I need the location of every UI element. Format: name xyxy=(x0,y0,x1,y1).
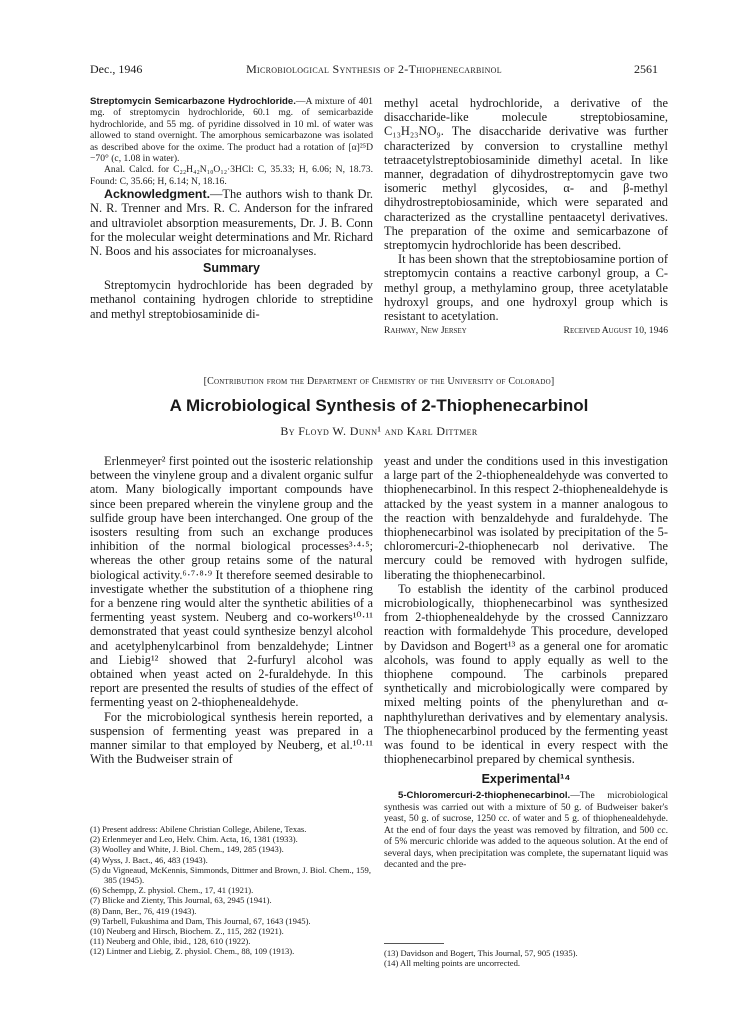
acknowledgment-heading: Acknowledgment. xyxy=(104,187,211,202)
footnote: (4) Wyss, J. Bact., 46, 483 (1943). xyxy=(90,854,208,865)
footnote: (5) du Vigneaud, McKennis, Simmonds, Dittmer and Brown, J. Biol. Chem., 159, 385 (1945). xyxy=(90,864,371,886)
intro-paragraph: Erlenmeyer² first pointed out the isosteric relationship between the vinylene group and a divalent organic sulfur atom. Many biologically important compounds have since been prepared wherein the vinylene group and the sulfide group have been interchanged. One group of the isosters resulting from such an exchange produces inhibition of the normal biological processes³·⁴·⁵; whereas the other group retains some of the natural biological activity.⁶·⁷·⁸·⁹ It therefore seemed desirable to investigate whether the substitution of a thiophene ring for a benzene ring would alter the synthetic abilities of a fermenting yeast system. Neuberg and co-workers¹⁰·¹¹ demonstrated that yeast could synthesize benzyl alcohol and acetylphenylcarbinol from benzaldehyde; Lintner and Liebig¹² showed that 2-furfuryl alcohol was obtained when yeast acted on 2-furaldehyde. In this report are presented the results of studies of the effect of fermenting yeast on 2-thiophenealdehyde. xyxy=(90,454,373,710)
experimental-paragraph xyxy=(384,790,668,870)
footnote-rule xyxy=(384,943,444,944)
experimental-subheading: 5-Chloromercuri-2-thiophenecarbinol. xyxy=(398,790,571,802)
page-number: 2561 xyxy=(634,62,658,76)
footnotes-right xyxy=(384,940,668,968)
method-paragraph: For the microbiological synthesis herein reported, a suspension of fermenting yeast was prepared in a manner similar to that employed by Neuberg, et al.¹⁰·¹¹ With the Budweiser strain of xyxy=(90,709,373,767)
semicarbazone-text: —A mixture of 401 mg. of streptomycin hydrochloride, 60.1 mg. of semicarbazide hydrochloride, and 55 mg. of pyridine dissolved in 10 ml. of water was allowed to stand overnight. The amorphous semicarbazone was isolated as described above for the oxime. The product had a rotation of [α]²⁵D −70° (c, 1.08 in water). xyxy=(90,96,373,165)
identity-paragraph: To establish the identity of the carbinol produced microbiologically, thiophenecarbinol was synthesized from 2-thiophenealdehyde by the crossed Cannizzaro reaction with formaldehyde This procedure, developed by Davidson and Bogert¹³ as a general one for aromatic alcohols, was found to apply equally as well to the thiophene compound. The carbinols prepared synthetically and microbiologically were compared by mixed melting points of the phenylurethan and α-naphthylurethan derivatives and by elementary analysis. The thiophenecarbinol produced by the fermenting yeast was found to be identical in every respect with the thiophenecarbinol prepared by chemical synthesis. xyxy=(384,581,668,767)
running-head-date: Dec., 1946 xyxy=(90,62,143,76)
authors-line: By Floyd W. Dunn¹ and Karl Dittmer xyxy=(280,424,478,438)
footnote: (7) Blicke and Zienty, This Journal, 63, 2945 (1941). xyxy=(90,895,272,906)
footnote: (11) Neuberg and Ohle, ibid., 128, 610 (1922). xyxy=(90,936,251,947)
running-head-title: Microbiological Synthesis of 2-Thiophenecarbinol xyxy=(246,62,502,76)
received-date: Received August 10, 1946 xyxy=(563,325,668,337)
footnote: (10) Neuberg and Hirsch, Biochem. Z., 115, 282 (1921). xyxy=(90,926,284,937)
acknowledgment-paragraph xyxy=(90,187,373,258)
footnote: (14) All melting points are uncorrected. xyxy=(384,958,521,969)
experimental-text: —The microbiological synthesis was carried out with a mixture of 50 g. of Budweiser baker's yeast, 50 g. of sucrose, 1250 cc. of water and 5 g. of thiophenealdehyde. At the end of four days the yeast was removed by filtration, and 500 cc. of 5% mercuric chloride was added to the aqueous solution. At the end of several days, when precipitation was complete, the supernatant liquid was decanted and the pre- xyxy=(384,790,668,870)
acknowledgment-text: —The authors wish to thank Dr. N. R. Trenner and Mrs. R. C. Anderson for the infrared and ultraviolet absorption measurements, Dr. J. B. Conn for the molecular weight determinations and Mr. Richard N. Boos and his associates for microanalyses. xyxy=(90,187,373,259)
top-right-column xyxy=(384,96,668,336)
article-title: A Microbiological Synthesis of 2-Thiophenecarbinol xyxy=(169,396,589,415)
summary-continued: methyl acetal hydrochloride, a derivative of the disaccharide-like molecule streptobiosamine, C₁₃H₂₃NO₉. The disaccharide derivative was further characterized by conversion to crystalline methyl tetraacetylstreptobiosaminide dimethyl acetal. In like manner, degradation of dihydrostreptomycin gave two isomeric methyl glycosides, α- and β-methyl dihydrostreptobiosaminide, which were separated and characterized as the crystalline pentaacetyl derivatives. The preparation of the oxime and semicarbazone of streptomycin hydrochloride has been described. xyxy=(384,96,668,253)
experimental-heading: Experimental¹⁴ xyxy=(481,772,571,787)
footnotes-left xyxy=(90,824,373,957)
footnote: (13) Davidson and Bogert, This Journal, 57, 905 (1935). xyxy=(384,948,578,958)
footnote: (3) Woolley and White, J. Biol. Chem., 149, 285 (1943). xyxy=(90,844,284,855)
contribution-line: [Contribution from the Department of Chemistry of the University of Colorado] xyxy=(203,376,555,387)
top-left-column xyxy=(90,96,373,321)
footnote: (2) Erlenmeyer and Leo, Helv. Chim. Acta, 16, 1381 (1933). xyxy=(90,834,298,845)
lower-right-column xyxy=(384,454,668,870)
results-paragraph: yeast and under the conditions used in this investigation a large part of the 2-thiophenealdehyde was converted to thiophenecarbinol. In this respect 2-thiophenealdehyde is attacked by the yeast system in a manner analogous to the reaction with benzaldehyde and furaldehyde. The thiophenecarbinol was isolated by precipitation of the 5-chloromercuri-2-thiophenecarb nol derivative. The mercury could be removed with hydrogen sulfide, liberating the thiophenecarbinol. xyxy=(384,454,668,582)
footnote: (6) Schempp, Z. physiol. Chem., 17, 41 (1921). xyxy=(90,885,254,896)
location: Rahway, New Jersey xyxy=(384,325,467,337)
summary-text: Streptomycin hydrochloride has been degraded by methanol containing hydrogen chloride to streptidine and methyl streptobiosaminide di- xyxy=(90,278,373,321)
summary-heading: Summary xyxy=(203,261,260,276)
footnote: (8) Dann, Ber., 76, 419 (1943). xyxy=(90,905,197,916)
signoff-line xyxy=(384,325,668,336)
summary-paragraph-2: It has been shown that the streptobiosamine portion of streptomycin contains a reactive carbonyl group, a C-methyl group, a methylamino group, three acetylatable hydroxyl groups, and one hydroxyl group which is resistant to acetylation. xyxy=(384,252,668,324)
footnote: (9) Tarbell, Fukushima and Dam, This Journal, 67, 1643 (1945). xyxy=(90,915,311,926)
semicarbazone-paragraph xyxy=(90,96,373,164)
footnote: (12) Lintner and Liebig, Z. physiol. Chem., 88, 109 (1913). xyxy=(90,946,295,957)
running-head xyxy=(90,62,658,78)
footnote: (1) Present address: Abilene Christian College, Abilene, Texas. xyxy=(90,824,307,834)
analysis-paragraph: Anal. Calcd. for C₂₂H₄₂N₁₀O₁₂·3HCl: C, 35.33; H, 6.06; N, 18.73. Found: C, 35.66; H, 6.14; N, 18.16. xyxy=(90,164,373,187)
lower-left-column xyxy=(90,454,373,766)
semicarbazone-heading: Streptomycin Semicarbazone Hydrochloride. xyxy=(90,96,296,107)
